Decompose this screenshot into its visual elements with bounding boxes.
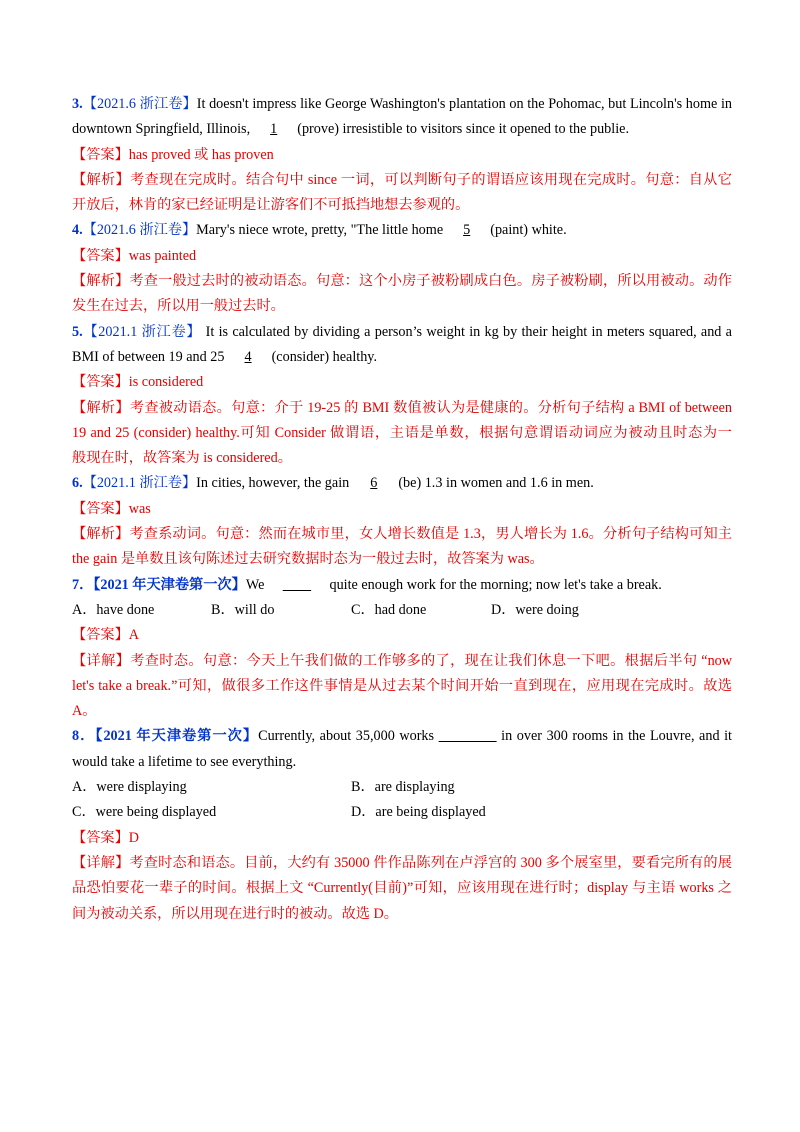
q5-stem-line2: BMI of between 19 and 25 4 (consider) healthy. (72, 345, 732, 370)
q7-option-b: B．will do (211, 601, 275, 618)
q8-explanation-line2: 品恐怕要花一辈子的时间。根据上文 “Currently(目前)”可知，应该用现在进行时；display 与主语 works 之 (72, 880, 732, 897)
q7-option-c: C．had done (351, 601, 427, 618)
question-source: 【2021 年天津卷第一次】 (93, 576, 246, 593)
q4-blank: 5 (463, 222, 471, 239)
q7-options (72, 598, 732, 623)
q7-explanation-line1: 【详解】考查时态。句意：今天上午我们做的工作够多的了，现在让我们休息一下吧。根据后半句 “now (72, 652, 732, 669)
q3-stem-line1: 3.【2021.6 浙江卷】It doesn't impress like George Washington's plantation on the Pohomac, but Lincoln's home in (72, 96, 732, 112)
q3-stem-line2: downtown Springfield, Illinois, 1 (prove) irresistible to visitors since it opened to the publie. (72, 117, 732, 142)
q4-answer: 【答案】was painted (72, 247, 197, 264)
q3-explanation-line2: 开放后，林肯的家已经证明是让游客们不可抵挡地想去参观的。 (72, 197, 470, 214)
q7-blank (268, 573, 326, 598)
document-page (72, 92, 732, 927)
question-number: 5. (72, 323, 83, 340)
question-source: 【2021 年天津卷第一次】 (95, 728, 259, 745)
q8-explanation-line3: 间为被动关系，所以用现在进行时的被动。故选 D。 (72, 905, 398, 922)
q4-explanation-line2: 发生在过去，所以用一般过去时。 (72, 298, 285, 315)
q8-blank (439, 724, 497, 749)
q8-explanation-line1: 【详解】考查时态和语态。目前，大约有 35000 件作品陈列在卢浮宫的 300 多个展室里，要看完所有的展 (72, 854, 732, 871)
question-number: 4. (72, 222, 83, 239)
q3-explanation-line1: 【解析】考查现在完成时。结合句中 since 一词，可以判断句子的谓语应该用现在完成时。句意：自从它 (72, 171, 732, 188)
q7-option-d: D．were doing (491, 601, 579, 618)
q5-stem-line1: 5.【2021.1 浙江卷】 It is calculated by dividing a person’s weight in kg by their height in meters squared, and a (72, 323, 732, 340)
q3-blank: 1 (270, 121, 278, 138)
q7-answer: 【答案】A (72, 627, 140, 644)
question-source: 【2021.6 浙江卷】 (82, 222, 197, 239)
question-number: 3. (72, 96, 83, 112)
q3-answer: 【答案】has proved 或 has proven (72, 146, 274, 163)
q5-explanation-line3: 般现在时，故答案为 is considered。 (72, 450, 292, 467)
q8-option-a: A．were displaying (72, 779, 187, 796)
q8-option-b: B．are displaying (351, 779, 455, 796)
q4-explanation-line1: 【解析】考查一般过去时的被动语态。句意：这个小房子被粉刷成白色。房子被粉刷，所以用被动。动作 (72, 273, 732, 290)
q6-stem-line1: 6.【2021.1 浙江卷】In cities, however, the gain 6 (be) 1.3 in women and 1.6 in men. (72, 471, 732, 496)
question-number: 8． (72, 728, 96, 745)
q7-explanation-line3: A。 (72, 703, 97, 720)
q6-explanation-line2: the gain 是单数且该句陈述过去研究数据时态为一般过去时，故答案为 was。 (72, 551, 544, 568)
q8-options-row2 (72, 800, 732, 825)
q8-option-d: D．are being displayed (351, 804, 486, 821)
q7-stem-line1: 7．【2021 年天津卷第一次】We quite enough work for the morning; now let's take a break. (72, 573, 732, 598)
q8-options-row1 (72, 775, 732, 800)
q7-option-a: A．have done (72, 601, 155, 618)
q6-explanation-line1: 【解析】考查系动词。句意：然而在城市里，女人增长数值是 1.3，男人增长为 1.6。分析句子结构可知主 (72, 526, 732, 543)
q5-answer: 【答案】is considered (72, 374, 204, 391)
q8-stem-line1: 8．【2021 年天津卷第一次】Currently, about 35,000 works in over 300 rooms in the Louvre, and it (72, 724, 732, 749)
q8-answer: 【答案】D (72, 829, 140, 846)
q8-stem-line2: would take a lifetime to see everything. (72, 753, 297, 770)
q6-answer: 【答案】was (72, 500, 151, 517)
question-number: 6. (72, 475, 83, 492)
q5-explanation-line2: 19 and 25 (consider) healthy.可知 Consider 做谓语，主语是单数，根据句意谓语动词应为被动且时态为一 (72, 424, 732, 441)
q6-blank: 6 (370, 475, 378, 492)
q5-explanation-line1: 【解析】考查被动语态。句意：介于 19-25 的 BMI 数值被认为是健康的。分析句子结构 a BMI of between (72, 399, 732, 416)
q4-stem-line1: 4.【2021.6 浙江卷】Mary's niece wrote, pretty, "The little home 5 (paint) white. (72, 218, 732, 243)
q7-explanation-line2: let's take a break.”可知，做很多工作这件事情是从过去某个时间开始一直到现在，应用现在完成时。故选 (72, 677, 732, 694)
q8-option-c: C．were being displayed (72, 804, 217, 821)
question-source: 【2021.1 浙江卷】 (82, 475, 197, 492)
q5-blank: 4 (244, 348, 252, 365)
question-source: 【2021.6 浙江卷】 (82, 96, 197, 112)
question-number: 7． (72, 576, 94, 593)
question-source: 【2021.1 浙江卷】 (82, 323, 202, 340)
